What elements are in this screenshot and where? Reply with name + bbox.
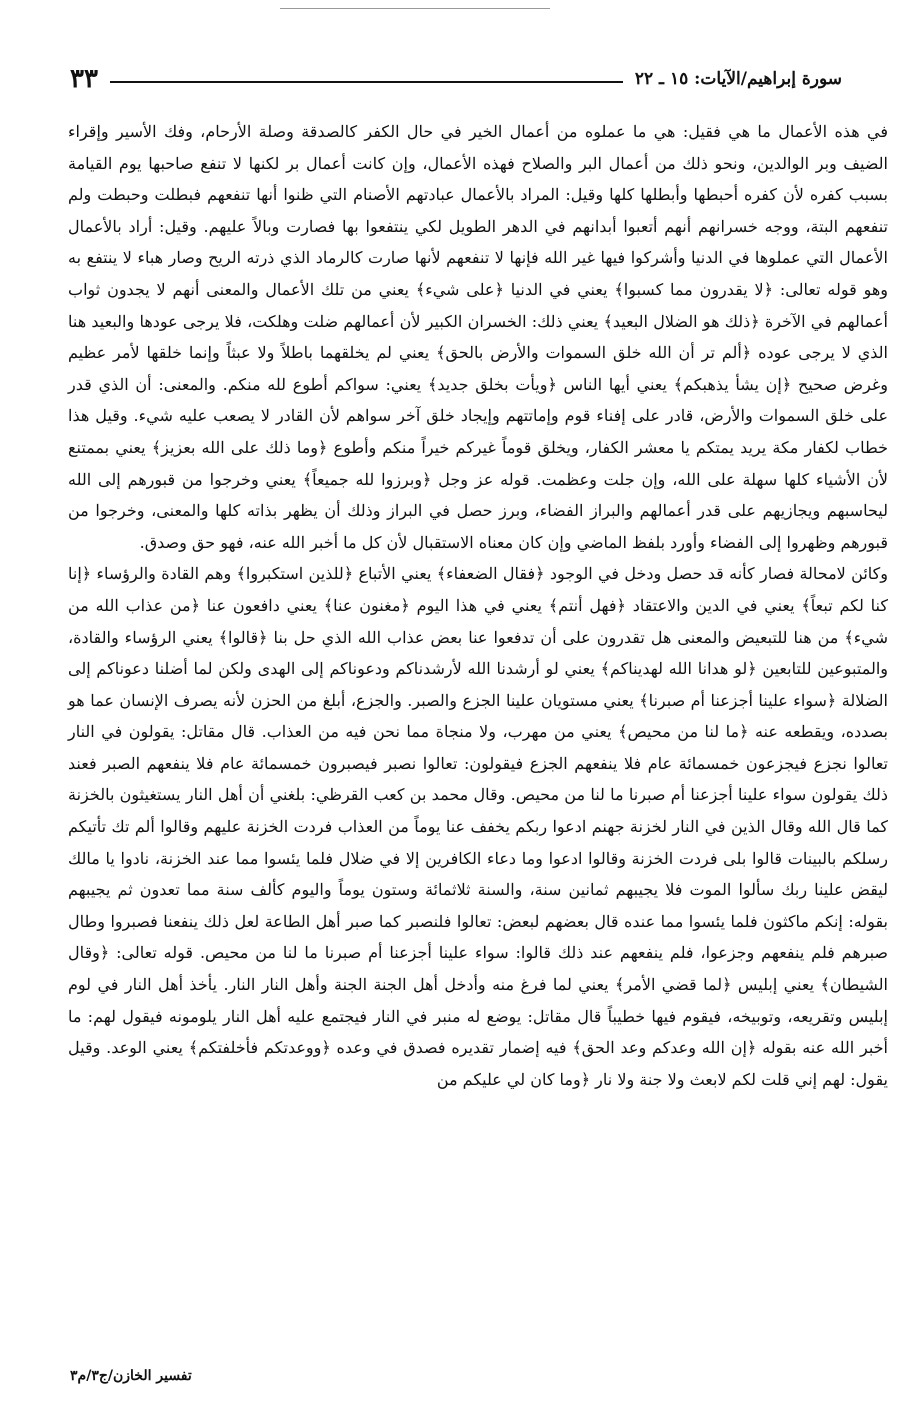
page-number: ٣٣ xyxy=(70,64,98,94)
page-title: سورة إبراهيم/الآيات: ١٥ ـ ٢٢ xyxy=(634,69,842,89)
header-rule xyxy=(110,81,623,83)
footer-reference: تفسير الخازن/ج٣/م٣ xyxy=(70,1368,192,1384)
paragraph: في هذه الأعمال ما هي فقيل: هي ما عملوه من أعمال الخير في حال الكفر كالصدقة وصلة الأرحام، وفك الأسير وإقراء الضيف وبر الوالدين، ونحو ذلك من أعمال البر والصلاح فهذه الأعمال، وإن كانت أعمال بر لكنها لا تنفع صاحبها يوم القيامة بسبب كفره لأن كفره أحبطها وأبطلها كلها وقيل: المراد بالأعمال عبادتهم الأصنام التي ظنوا أنها تنفعهم فبطلت وحبطت ولم تنفعهم البتة، ووجه خسرانهم أنهم أتعبوا أبدانهم في الدهر الطويل لكي ينتفعوا بها فصارت وبالاً عليهم. وقيل: أراد بالأعمال الأعمال التي عملوها في الدنيا وأشركوا فيها غير الله فإنها لا تنفعهم لأنها صارت كالرماد الذي ذرته الريح وصار هباء لا ينتفع به وهو قوله تعالى: ﴿لا يقدرون مما كسبوا﴾ يعني في الدنيا ﴿على شيء﴾ يعني من تلك الأعمال والمعنى أنهم لا يجدون ثواب أعمالهم في الآخرة ﴿ذلك هو الضلال البعيد﴾ يعني ذلك: الخسران الكبير لأن أعمالهم ضلت وهلكت، فلا يرجى عودها والبعيد هنا الذي لا يرجى عوده ﴿ألم تر أن الله خلق السموات والأرض بالحق﴾ يعني لم يخلقهما باطلاً ولا عبثاً وإنما خلقها لأمر عظيم وغرض صحيح ﴿إن يشأ يذهبكم﴾ يعني أيها الناس ﴿ويأت بخلق جديد﴾ يعني: سواكم أطوع لله منكم. والمعنى: أن الذي قدر على خلق السموات والأرض، قادر على إفناء قوم وإماتتهم وإيجاد خلق آخر سواهم لأن القادر لا يصعب عليه شيء. وقيل هذا خطاب لكفار مكة يريد يمتكم يا معشر الكفار، ويخلق قوماً غيركم خيراً منكم وأطوع ﴿وما ذلك على الله بعزيز﴾ يعني بممتنع لأن الأشياء كلها سهلة على الله، وإن جلت وعظمت. قوله عز وجل ﴿وبرزوا لله جميعاً﴾ يعني وخرجوا من قبورهم إلى الله ليحاسبهم ويجازيهم على قدر أعمالهم والبراز الفضاء، وبرز حصل في البراز وذلك أن يظهر بذاته كلها والمعنى، وخرجوا من قبورهم وظهروا إلى الفضاء وأورد بلفظ الماضي وإن كان معناه الاستقبال لأن كل ما أخبر الله عنه، فهو حق وصدق. xyxy=(68,122,889,552)
top-rule xyxy=(280,8,550,9)
paragraph: وكائن لامحالة فصار كأنه قد حصل ودخل في الوجود ﴿فقال الضعفاء﴾ يعني الأتباع ﴿للذين استكبروا﴾ وهم القادة والرؤساء ﴿إنا كنا لكم تبعاً﴾ يعني في الدين والاعتقاد ﴿فهل أنتم﴾ يعني في هذا اليوم ﴿مغنون عنا﴾ يعني دافعون عنا ﴿من عذاب الله من شيء﴾ من هنا للتبعيض والمعنى هل تقدرون على أن تدفعوا عنا بعض عذاب الله الذي حل بنا ﴿قالوا﴾ يعني الرؤساء والقادة، والمتبوعين للتابعين ﴿لو هدانا الله لهديناكم﴾ يعني لو أرشدنا الله لأرشدناكم ودعوناكم إلى الهدى ولكن لما أضلنا دعوناكم إلى الضلالة ﴿سواء علينا أجزعنا أم صبرنا﴾ يعني مستويان علينا الجزع والصبر. والجزع، أبلغ من الحزن لأنه يصرف الإنسان عما هو بصدده، ويقطعه عنه ﴿ما لنا من محيص﴾ يعني من مهرب، ولا منجاة مما نحن فيه من العذاب. قال مقاتل: يقولون في النار تعالوا نجزع فيجزعون خمسمائة عام فلا ينفعهم الجزع فيقولون: تعالوا نصبر فيصبرون خمسمائة عام فلا ينفعهم الصبر فعند ذلك يقولون سواء علينا أجزعنا أم صبرنا ما لنا من محيص. وقال محمد بن كعب القرظي: بلغني أن أهل النار يستغيثون بالخزنة كما قال الله وقال الذين في النار لخزنة جهنم ادعوا ربكم يخفف عنا يوماً من العذاب فردت الخزنة عليهم وقالوا ألم تك تأتيكم رسلكم بالبينات قالوا بلى فردت الخزنة وقالوا ادعوا وما دعاء الكافرين إلا في ضلال فلما يئسوا مما عند الخزنة، نادوا يا مالك ليقض علينا ربك سألوا الموت فلا يجيبهم ثمانين سنة، والسنة ثلاثمائة وستون يوماً واليوم كألف سنة مما تعدون ثم يجيبهم بقوله: إنكم ماكثون فلما يئسوا مما عنده قال بعضهم لبعض: تعالوا فلنصبر كما صبر أهل الطاعة لعل ذلك ينفعنا فصبروا وطال صبرهم فلم ينفعهم وجزعوا، فلم ينفعهم عند ذلك قالوا: سواء علينا أجزعنا أم صبرنا ما لنا من محيص. قوله تعالى: ﴿وقال الشيطان﴾ يعني إبليس ﴿لما قضي الأمر﴾ يعني لما فرغ منه وأدخل أهل الجنة الجنة وأهل النار النار. يأخذ أهل النار في لوم إبليس وتقريعه، وتوبيخه، فيقوم فيها خطيباً قال مقاتل: يوضع له منبر في النار فيجتمع عليه أهل النار يلومونه فيقول لهم: ما أخبر الله عنه بقوله ﴿إن الله وعدكم وعد الحق﴾ فيه إضمار تقديره فصدق في وعده ﴿ووعدتكم فأخلفتكم﴾ يعني الوعد. وقيل يقول: لهم إني قلت لكم لابعث ولا جنة ولا نار ﴿وما كان لي عليكم من xyxy=(68,564,889,1089)
body-text xyxy=(68,116,888,1095)
page-header xyxy=(70,62,842,96)
